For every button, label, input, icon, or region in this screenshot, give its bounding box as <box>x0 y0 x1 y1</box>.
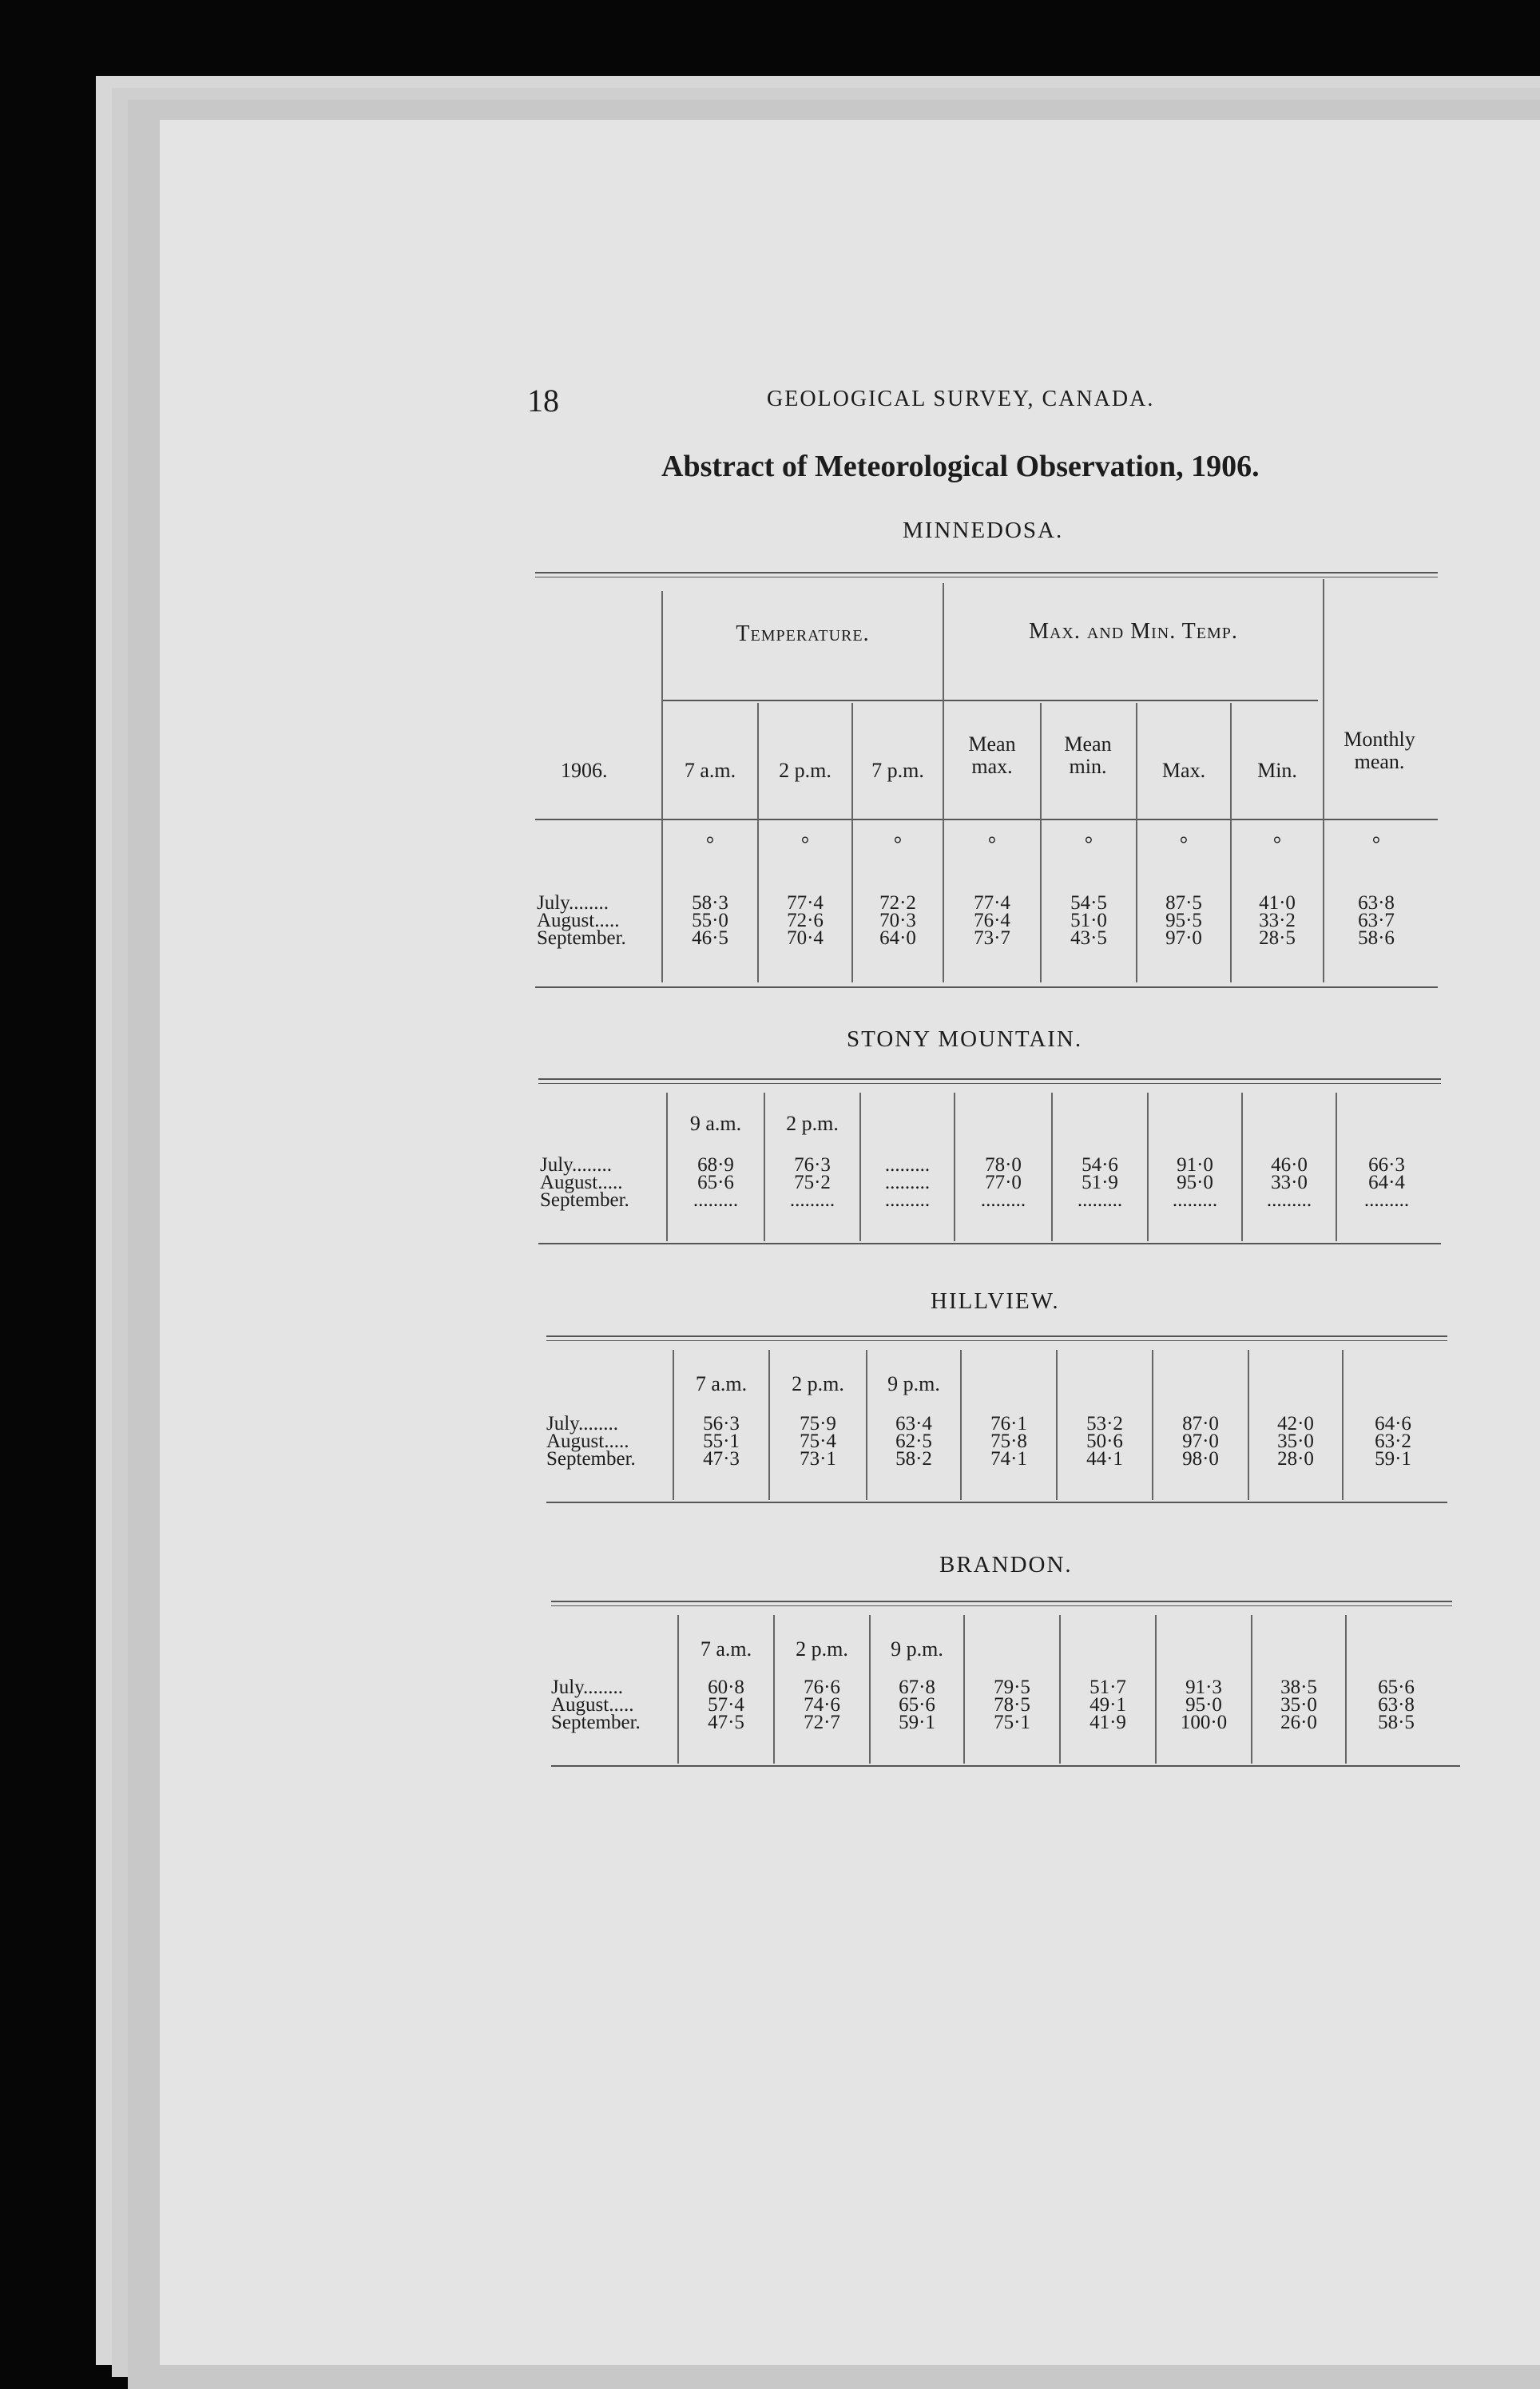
rule-bottom <box>551 1765 1460 1767</box>
running-title: GEOLOGICAL SURVEY, CANADA. <box>767 387 1155 411</box>
degree-mark: ° <box>705 832 715 855</box>
station-hillview: HILLVIEW. <box>931 1288 1060 1314</box>
col-header-2pm: 2 p.m. <box>779 759 832 782</box>
values-monthly-mean: 65·6 63·8 58·5 <box>1378 1677 1415 1733</box>
rule-bottom <box>538 1243 1441 1244</box>
station-brandon: BRANDON. <box>939 1552 1073 1577</box>
col-header-min: Min. <box>1257 759 1297 782</box>
values-max: 87·5 95·5 97·0 <box>1165 892 1202 949</box>
group-header-temperature: Temperature. <box>736 621 870 646</box>
station-minnedosa: MINNEDOSA. <box>903 518 1064 543</box>
values-max: 91·3 95·0 100·0 <box>1180 1677 1228 1733</box>
col-header-7pm: 7 p.m. <box>871 759 924 782</box>
rule-group <box>663 700 1318 701</box>
values-7am: 56·3 55·1 47·3 <box>703 1413 740 1470</box>
col-header-7am: 7 a.m. <box>700 1637 752 1661</box>
col-header-max: Max. <box>1161 759 1206 782</box>
values-mean-max: 77·4 76·4 73·7 <box>974 892 1010 949</box>
values-7am: 60·8 57·4 47·5 <box>708 1677 744 1733</box>
values-mean-max: 79·5 78·5 75·1 <box>994 1677 1030 1733</box>
col-header-2pm: 2 p.m. <box>796 1637 848 1661</box>
values-monthly-mean: 66·3 64·4 ......... <box>1363 1154 1410 1211</box>
rule-top <box>551 1601 1452 1602</box>
degree-mark: ° <box>893 832 903 855</box>
values-min: 46·0 33·0 ......... <box>1266 1154 1312 1211</box>
values-mean-min: 51·7 49·1 41·9 <box>1090 1677 1126 1733</box>
page-number: 18 <box>527 383 559 419</box>
col-header-9pm: 9 p.m. <box>887 1372 940 1395</box>
col-header-2pm: 2 p.m. <box>792 1372 844 1395</box>
month-labels: July........ August..... September. <box>546 1413 636 1470</box>
values-max: 91·0 95·0 ......... <box>1172 1154 1218 1211</box>
col-header-9am: 9 a.m. <box>689 1112 742 1135</box>
values-7am: 58·3 55·0 46·5 <box>692 892 728 949</box>
values-mean-min: 53·2 50·6 44·1 <box>1086 1413 1123 1470</box>
values-monthly-mean: 64·6 63·2 59·1 <box>1375 1413 1411 1470</box>
col-header-7am: 7 a.m. <box>695 1372 748 1395</box>
month-labels: July........ August..... September. <box>551 1677 641 1733</box>
degree-mark: ° <box>1371 832 1381 855</box>
group-header-max-min: Max. and Min. Temp. <box>1029 619 1238 644</box>
col-header-year: 1906. <box>561 759 608 782</box>
values-mean-min: 54·6 51·9 ......... <box>1077 1154 1123 1211</box>
rule-top-thin <box>538 1083 1441 1084</box>
values-2pm: 77·4 72·6 70·4 <box>787 892 824 949</box>
document-title: Abstract of Meteorological Observation, 1906. <box>661 450 1260 483</box>
rule-bottom <box>546 1502 1447 1503</box>
values-min: 38·5 35·0 26·0 <box>1280 1677 1317 1733</box>
values-9pm: 67·8 65·6 59·1 <box>899 1677 935 1733</box>
values-2pm: 76·3 75·2 ......... <box>789 1154 835 1211</box>
degree-mark: ° <box>1272 832 1282 855</box>
values-2pm: 75·9 75·4 73·1 <box>800 1413 836 1470</box>
values-7pm: 72·2 70·3 64·0 <box>879 892 916 949</box>
rule-top <box>538 1078 1441 1080</box>
col-header-7am: 7 a.m. <box>684 759 736 782</box>
values-blank-column: ......... ......... ......... <box>884 1154 931 1211</box>
values-9am: 68·9 65·6 ......... <box>693 1154 739 1211</box>
month-labels: July........ August..... September. <box>540 1154 629 1211</box>
values-2pm: 76·6 74·6 72·7 <box>804 1677 840 1733</box>
values-mean-max: 76·1 75·8 74·1 <box>990 1413 1027 1470</box>
station-stony-mountain: STONY MOUNTAIN. <box>847 1026 1083 1052</box>
rule-bottom <box>535 986 1438 988</box>
values-min: 41·0 33·2 28·5 <box>1259 892 1296 949</box>
values-max: 87·0 97·0 98·0 <box>1182 1413 1219 1470</box>
rule-top <box>546 1335 1447 1337</box>
degree-mark: ° <box>800 832 810 855</box>
degree-mark: ° <box>1179 832 1189 855</box>
values-monthly-mean: 63·8 63·7 58·6 <box>1358 892 1395 949</box>
rule-top-thin <box>551 1605 1452 1606</box>
degree-mark: ° <box>1084 832 1093 855</box>
rule-top <box>535 572 1438 573</box>
values-mean-max: 78·0 77·0 ......... <box>980 1154 1026 1211</box>
values-9pm: 63·4 62·5 58·2 <box>895 1413 932 1470</box>
values-mean-min: 54·5 51·0 43·5 <box>1070 892 1107 949</box>
rule-top-thin <box>546 1340 1447 1341</box>
col-header-mean-min: Mean min. <box>1064 732 1112 778</box>
values-min: 42·0 35·0 28·0 <box>1277 1413 1314 1470</box>
col-header-mean-max: Mean max. <box>968 732 1016 778</box>
col-header-monthly-mean: Monthly mean. <box>1344 728 1415 773</box>
rule-header <box>535 819 1438 820</box>
col-header-2pm: 2 p.m. <box>786 1112 839 1135</box>
col-header-9pm: 9 p.m. <box>891 1637 943 1661</box>
month-labels: July........ August..... September. <box>537 892 626 949</box>
degree-mark: ° <box>987 832 997 855</box>
